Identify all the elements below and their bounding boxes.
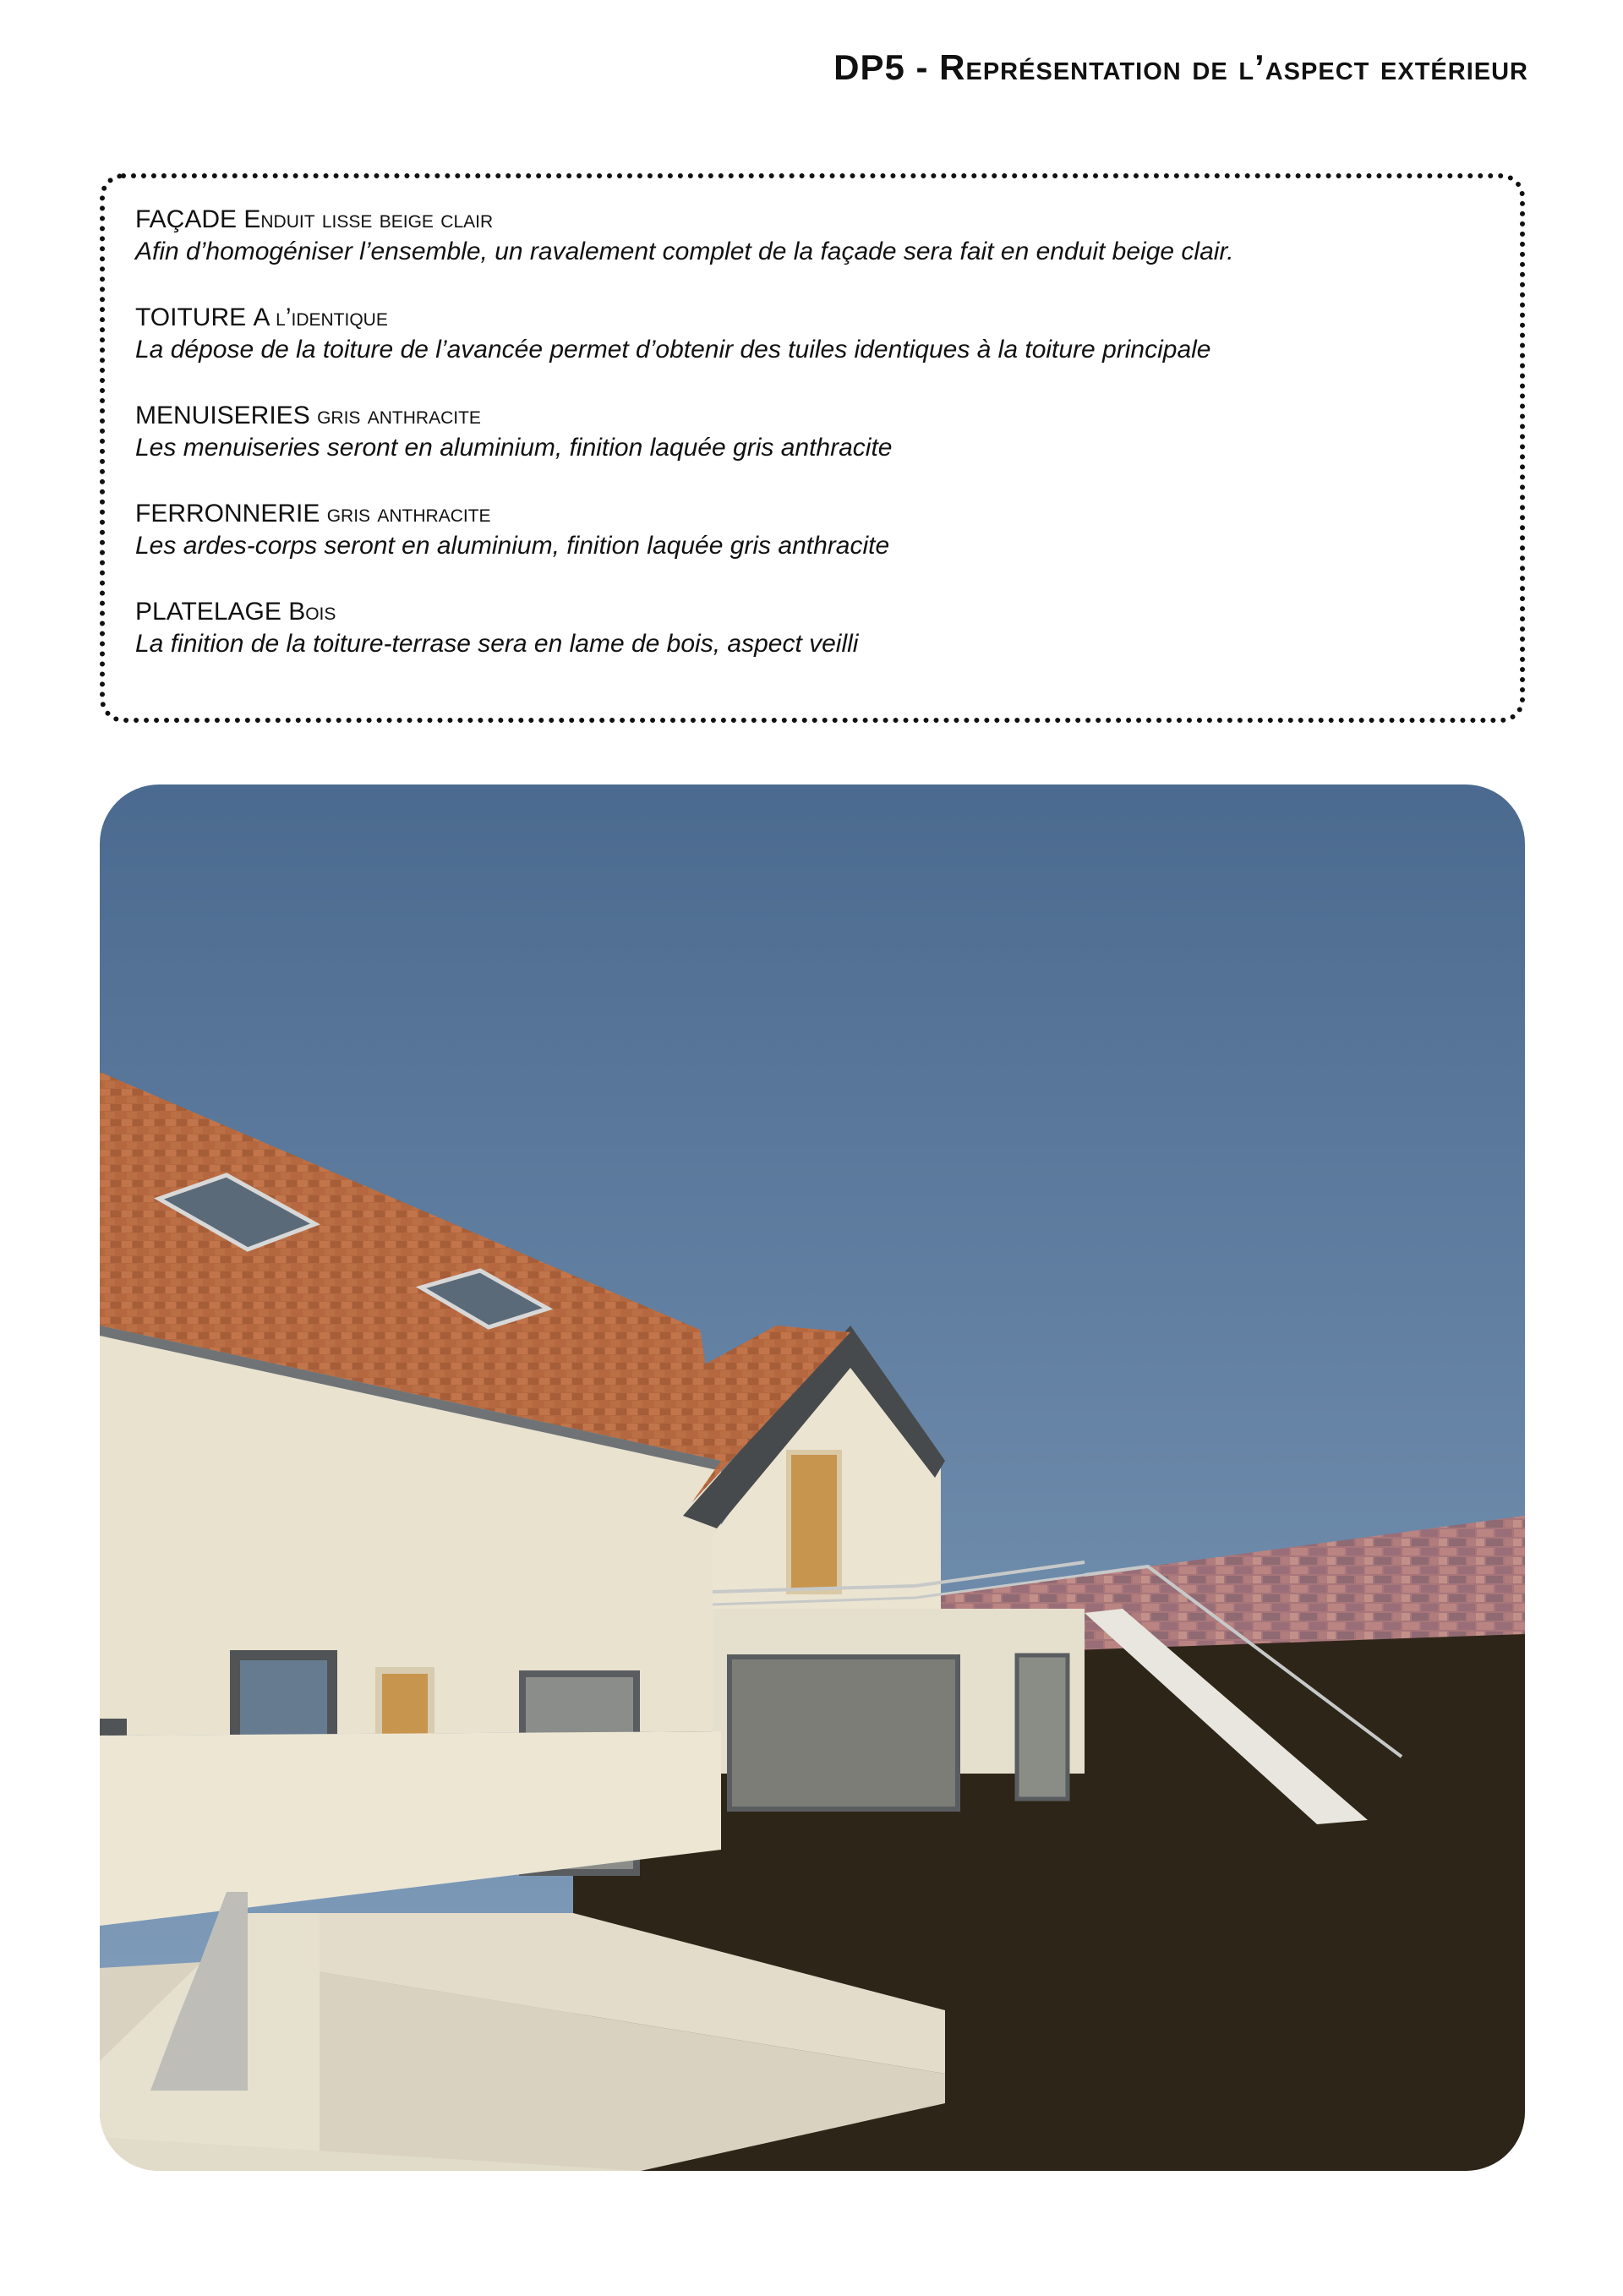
specifications-box <box>100 173 1525 723</box>
spec-description: La finition de la toiture-terrase sera en lame de bois, aspect veilli <box>135 630 859 658</box>
annex-side-glazing <box>1017 1655 1068 1799</box>
dormer-window <box>789 1452 839 1592</box>
spec-value: Bois <box>288 598 336 626</box>
spec-heading <box>135 400 1489 432</box>
page-title: DP5 - Représentation de l’aspect extérieur <box>833 47 1528 87</box>
spec-heading <box>135 596 1489 628</box>
spec-value: gris anthracite <box>326 500 491 528</box>
spec-heading <box>135 498 1489 530</box>
spec-value: A l’identique <box>253 303 388 331</box>
spec-heading <box>135 204 1489 236</box>
spec-label: FAÇADE <box>135 205 238 233</box>
spec-label: MENUISERIES <box>135 402 310 429</box>
spec-description: Les menuiseries seront en aluminium, finition laquée gris anthracite <box>135 434 893 462</box>
spec-label: TOITURE <box>135 303 247 331</box>
exterior-render-image <box>100 784 1525 2171</box>
spec-description: La dépose de la toiture de l’avancée permet d’obtenir des tuiles identiques à la toiture principale <box>135 336 1211 364</box>
render-illustration <box>100 784 1525 2171</box>
spec-toiture <box>135 302 1489 366</box>
spec-description: Les ardes-corps seront en aluminium, finition laquée gris anthracite <box>135 532 890 560</box>
spec-ferronnerie <box>135 498 1489 562</box>
spec-label: FERRONNERIE <box>135 500 320 528</box>
spec-value: Enduit lisse beige clair <box>243 205 494 233</box>
spec-menuiseries <box>135 400 1489 464</box>
spec-facade <box>135 204 1489 268</box>
spec-description: Afin d’homogéniser l’ensemble, un ravalement complet de la façade sera fait en enduit beige clair. <box>135 238 1234 265</box>
spec-platelage <box>135 596 1489 660</box>
spec-heading <box>135 302 1489 334</box>
spec-label: PLATELAGE <box>135 598 281 626</box>
annex-glazing <box>730 1657 958 1809</box>
spec-value: gris anthracite <box>317 402 481 429</box>
